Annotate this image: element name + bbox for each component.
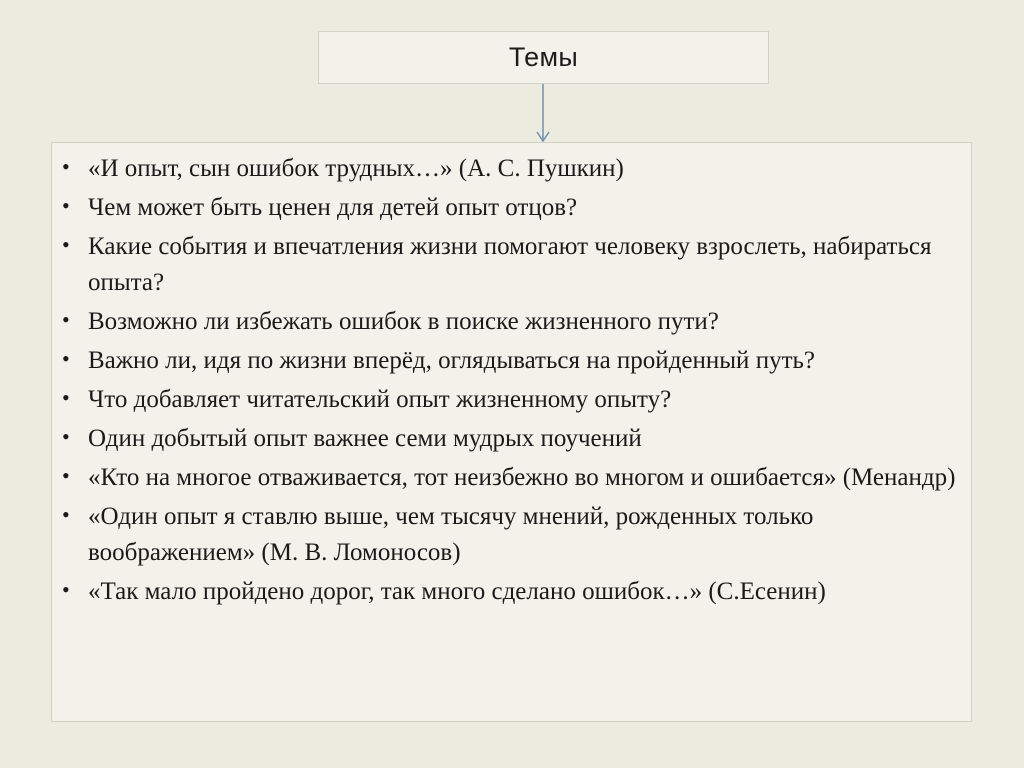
list-item — [60, 229, 963, 301]
list-item — [60, 421, 963, 457]
list-item-text: Важно ли, идя по жизни вперёд, оглядываться на пройденный путь? — [88, 347, 815, 374]
bullet-icon: • — [62, 385, 70, 410]
bullet-icon: • — [62, 346, 70, 371]
list-item — [60, 343, 963, 379]
bullet-icon: • — [62, 307, 70, 332]
bullet-list — [60, 151, 963, 613]
list-item — [60, 382, 963, 418]
bullet-icon: • — [62, 424, 70, 449]
content-box — [51, 142, 972, 722]
down-arrow-icon — [532, 84, 554, 144]
bullet-icon: • — [62, 463, 70, 488]
list-item-text: Возможно ли избежать ошибок в поиске жизненного пути? — [88, 308, 719, 335]
bullet-icon: • — [62, 154, 70, 179]
list-item — [60, 151, 963, 187]
list-item-text: «И опыт, сын ошибок трудных…» (А. С. Пушкин) — [88, 155, 624, 182]
title-box — [318, 31, 769, 84]
bullet-icon: • — [62, 232, 70, 257]
bullet-icon: • — [62, 577, 70, 602]
list-item — [60, 190, 963, 226]
list-item-text: Чем может быть ценен для детей опыт отцов? — [88, 194, 578, 221]
list-item-text: «Кто на многое отваживается, тот неизбежно во многом и ошибается» (Менандр) — [88, 464, 956, 491]
list-item-text: Какие события и впечатления жизни помогают человеку взрослеть, набираться опыта? — [88, 233, 932, 296]
list-item — [60, 574, 963, 610]
slide-title: Темы — [508, 42, 579, 72]
list-item-text: «Один опыт я ставлю выше, чем тысячу мнений, рожденных только воображением» (М. В. Ломоносов) — [88, 503, 814, 566]
list-item-text: Что добавляет читательский опыт жизненному опыту? — [88, 386, 672, 413]
bullet-icon: • — [62, 502, 70, 527]
list-item — [60, 499, 963, 571]
list-item — [60, 304, 963, 340]
list-item — [60, 460, 963, 496]
list-item-text: Один добытый опыт важнее семи мудрых поучений — [88, 425, 642, 452]
list-item-text: «Так мало пройдено дорог, так много сделано ошибок…» (С.Есенин) — [88, 578, 826, 605]
bullet-icon: • — [62, 193, 70, 218]
